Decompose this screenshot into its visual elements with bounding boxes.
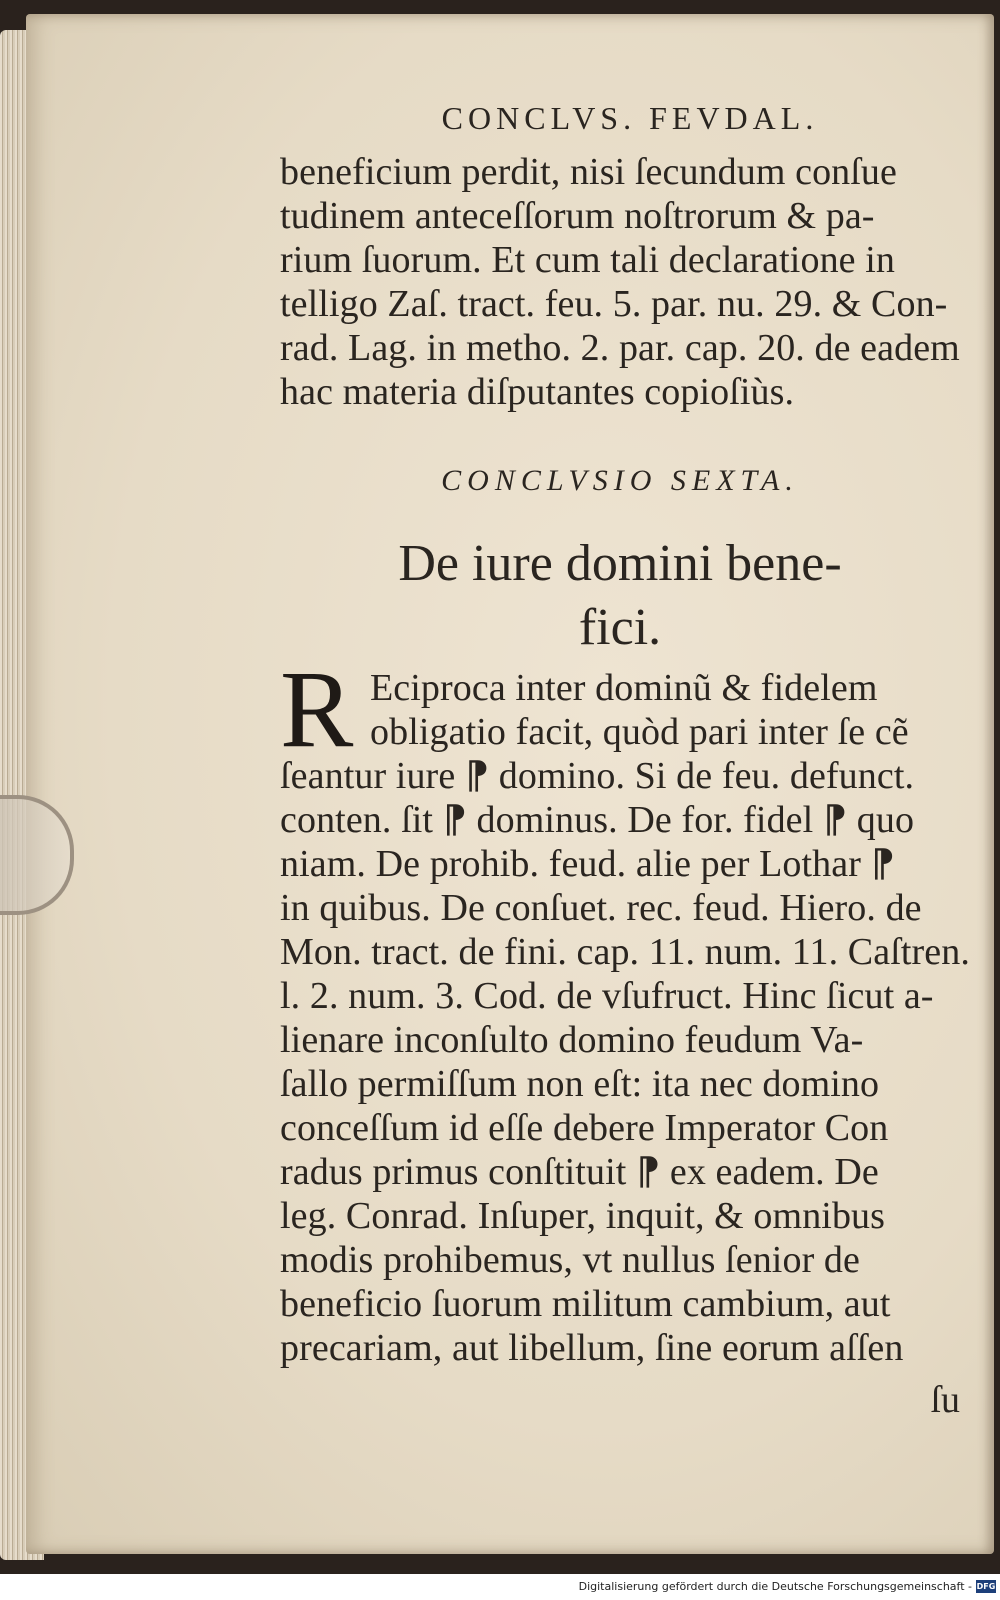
text-line: Eciproca inter dominũ & fidelem xyxy=(370,667,878,709)
text-line: in quibus. De conſuet. rec. feud. Hiero. de xyxy=(280,887,922,929)
text-line: l. 2. num. 3. Cod. de vſufruct. Hinc ſicut a- xyxy=(280,975,934,1017)
continued-paragraph xyxy=(280,150,960,414)
text-line: Mon. tract. de fini. cap. 11. num. 11. Caſtren. xyxy=(280,931,970,973)
text-line: precariam, aut libellum, ſine eorum aſſen xyxy=(280,1327,904,1369)
text-line: hac materia diſputantes copioſiùs. xyxy=(280,371,795,413)
text-line: ſallo permiſſum non eſt: ita nec domino xyxy=(280,1063,880,1105)
text-line: leg. Conrad. Inſuper, inquit, & omnibus xyxy=(280,1195,886,1237)
page-text-block xyxy=(280,100,970,1422)
text-line: ſeantur iure ⁋ domino. Si de feu. defunct. xyxy=(280,755,915,797)
main-paragraph xyxy=(280,648,970,1370)
section-heading: CONCLVSIO SEXTA. xyxy=(441,464,799,497)
catchword: ſu xyxy=(930,1379,960,1421)
text-line: rium ſuorum. Et cum tali declaratione in xyxy=(280,239,895,281)
title-line: De iure domini bene- xyxy=(398,535,842,592)
text-line: obligatio facit, quòd pari inter ſe cẽ xyxy=(370,711,909,753)
text-line: modis prohibemus, vt nullus ſenior de xyxy=(280,1239,860,1281)
running-head: CONCLVS. FEVDAL. xyxy=(441,100,819,136)
text-line: tudinem anteceſſorum noſtrorum & pa- xyxy=(280,195,875,237)
drop-cap: R xyxy=(280,648,354,770)
digitization-footer xyxy=(0,1574,1000,1600)
text-line: lienare inconſulto domino feudum Va- xyxy=(280,1019,864,1061)
text-line: telligo Zaſ. tract. feu. 5. par. nu. 29. & Con- xyxy=(280,283,948,325)
text-line: beneficium perdit, nisi ſecundum conſue xyxy=(280,151,898,193)
footer-credit: Digitalisierung gefördert durch die Deutsche Forschungsgemeinschaft - xyxy=(578,1580,972,1593)
text-line: rad. Lag. in metho. 2. par. cap. 20. de eadem xyxy=(280,327,960,369)
title-line: fici. xyxy=(578,599,662,656)
section-title xyxy=(280,532,960,660)
text-line: beneficio ſuorum militum cambium, aut xyxy=(280,1283,891,1325)
text-line: niam. De prohib. feud. alie per Lothar ⁋ xyxy=(280,843,895,885)
text-line: radus primus conſtituit ⁋ ex eadem. De xyxy=(280,1151,879,1193)
text-line: conten. ſit ⁋ dominus. De for. fidel ⁋ quo xyxy=(280,799,915,841)
text-line: conceſſum id eſſe debere Imperator Con xyxy=(280,1107,889,1149)
dfg-logo: DFG xyxy=(976,1582,996,1591)
